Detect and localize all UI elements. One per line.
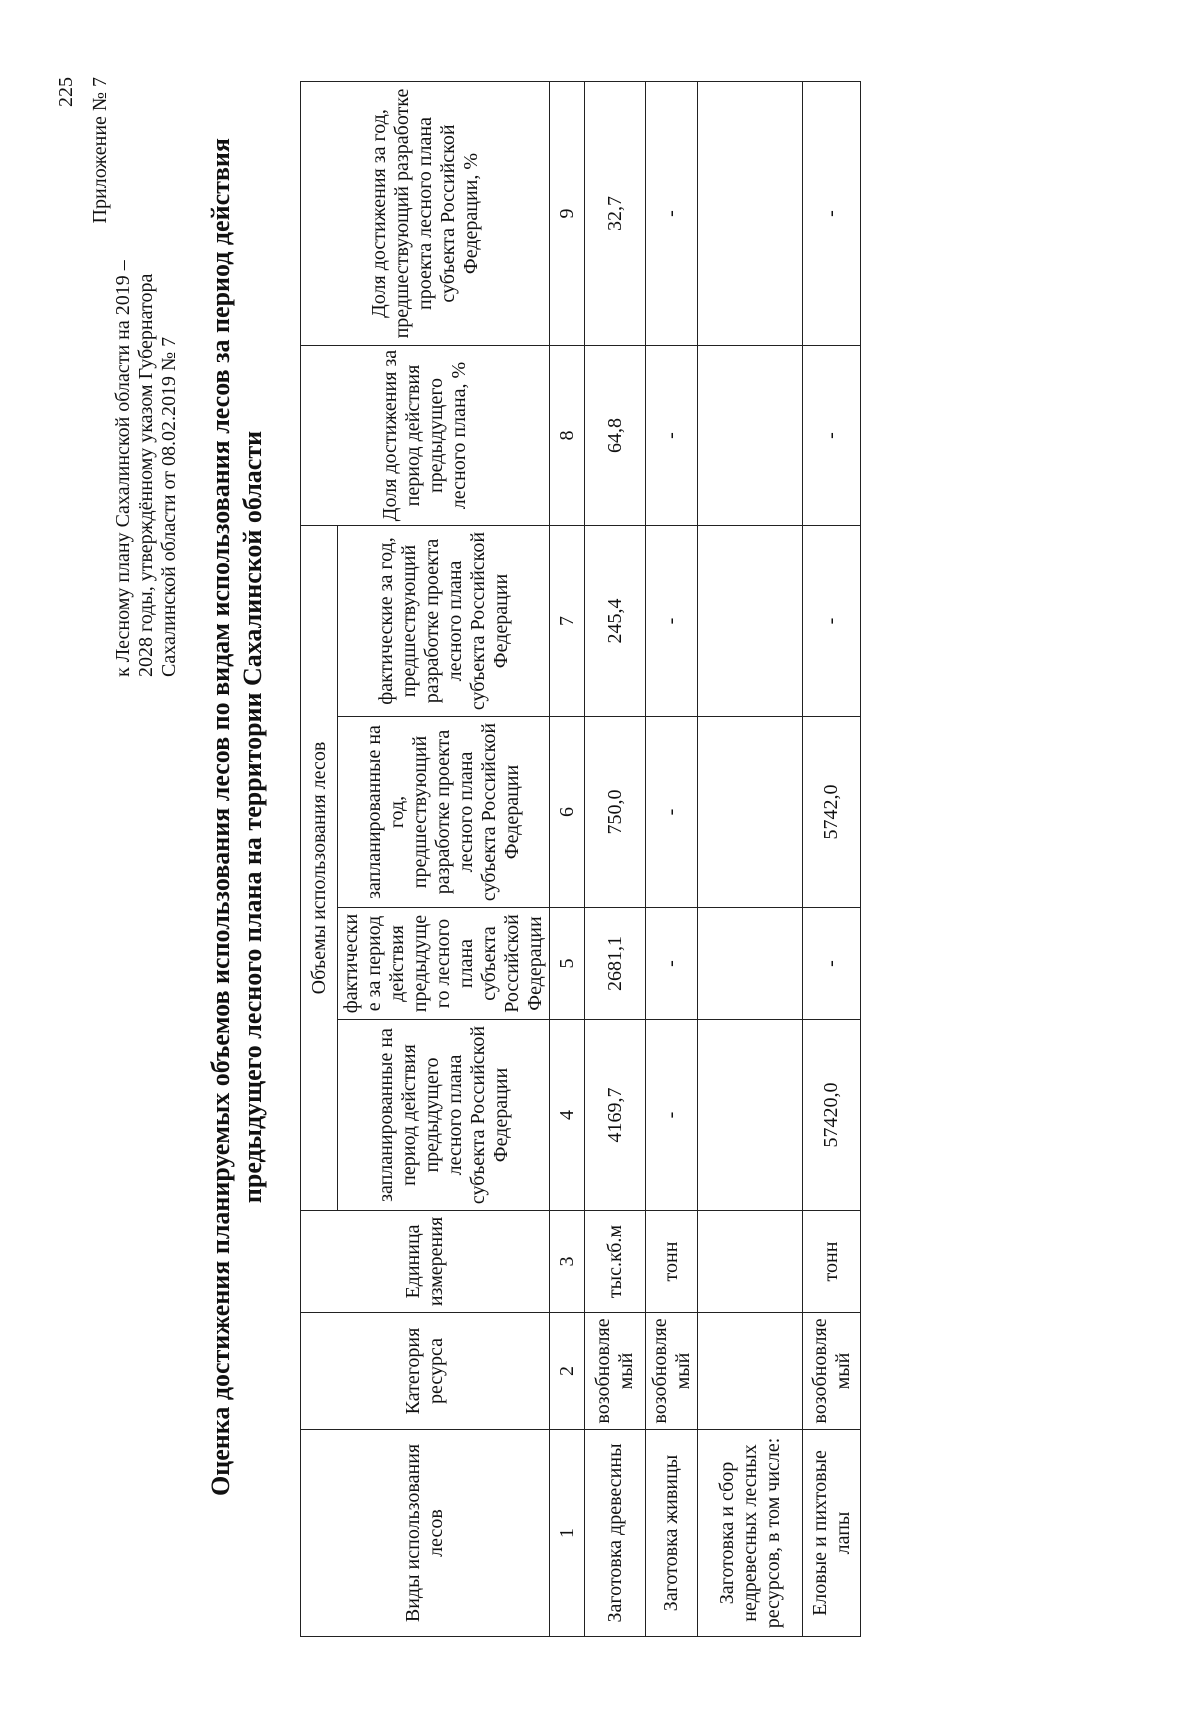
table-row [585,82,646,1637]
header-forest-use-type: Виды использования лесов [301,1430,550,1637]
table-cell: - [646,82,698,346]
column-number: 1 [550,1430,585,1637]
appendix-line-1: Приложение № 7 [89,77,111,224]
column-number: 5 [550,908,585,1020]
table-cell: тонн [803,1211,861,1313]
header-planned-period: запланированные на период действия предыдущего лесного плана субъекта Российской Федерации [338,1020,550,1211]
table-cell: 64,8 [585,346,646,526]
table-cell: - [803,82,861,346]
header-actual-period: фактические за период действия предыдущего лесного плана субъекта Российской Федерации [338,908,550,1020]
table-cell: возобновляемый [803,1313,861,1430]
table-cell [698,526,803,717]
table-cell: тонн [646,1211,698,1313]
table-cell: 245,4 [585,526,646,717]
table-cell [698,908,803,1020]
table-cell: 750,0 [585,717,646,908]
table-cell: 57420,0 [803,1020,861,1211]
table-row [646,82,698,1637]
table-cell: - [646,1020,698,1211]
table-cell: - [646,908,698,1020]
header-resource-category: Категория ресурса [301,1313,550,1430]
table-row [803,82,861,1637]
header-share-year: Доля достижения за год, предшествующий разработке проекта лесного плана субъекта Российской Федерации, % [301,82,550,346]
table-cell: 32,7 [585,82,646,346]
page-number: 225 [55,77,77,107]
column-number-row [550,82,585,1637]
table-cell: возобновляемый [585,1313,646,1430]
table-cell: 5742,0 [803,717,861,908]
table-cell: - [646,717,698,908]
column-number: 7 [550,526,585,717]
table-cell [698,1211,803,1313]
table-cell: Еловые и пихтовые лапы [803,1430,861,1637]
rotated-page [55,57,1125,1657]
table-cell: 4169,7 [585,1020,646,1211]
column-number: 8 [550,346,585,526]
table-cell: Заготовка древесины [585,1430,646,1637]
table-cell [698,346,803,526]
table-cell: - [803,908,861,1020]
appendix-line-3: 2028 годы, утверждённому указом Губернатора [135,273,157,677]
table-cell: - [803,346,861,526]
table-cell [698,1020,803,1211]
document-title [205,87,269,1547]
table-row [698,82,803,1637]
column-number: 9 [550,82,585,346]
column-number: 4 [550,1020,585,1211]
table-cell [698,82,803,346]
title-line-1: Оценка достижения планируемых объемов использования лесов по видам использования лесов за период действия [206,138,235,1496]
header-volumes-group: Объемы использования лесов [301,526,338,1211]
appendix-line-4: Сахалинской области от 08.02.2019 № 7 [158,336,180,677]
table-cell [698,1313,803,1430]
table-cell: возобновляемый [646,1313,698,1430]
forest-use-table [300,81,861,1637]
header-planned-year: запланированные на год, предшествующий разработке проекта лесного плана субъекта Российской Федерации [338,717,550,908]
table-cell [698,717,803,908]
table-cell: - [646,526,698,717]
title-line-2: предыдущего лесного плана на территории Сахалинской области [238,430,267,1204]
column-number: 2 [550,1313,585,1430]
table-cell: тыс.кб.м [585,1211,646,1313]
column-number: 6 [550,717,585,908]
appendix-line-2: к Лесному плану Сахалинской области на 2019 – [112,260,134,677]
table-cell: - [803,526,861,717]
appendix-note [89,77,181,677]
header-unit: Единица измерения [301,1211,550,1313]
column-number: 3 [550,1211,585,1313]
header-share-period: Доля достижения за период действия предыдущего лесного плана, % [301,346,550,526]
table-cell: 2681,1 [585,908,646,1020]
header-actual-year: фактические за год, предшествующий разработке проекта лесного плана субъекта Российской Федерации [338,526,550,717]
table-cell: Заготовка живицы [646,1430,698,1637]
table-cell: - [646,346,698,526]
table-cell: Заготовка и сбор недревесных лесных ресурсов, в том числе: [698,1430,803,1637]
